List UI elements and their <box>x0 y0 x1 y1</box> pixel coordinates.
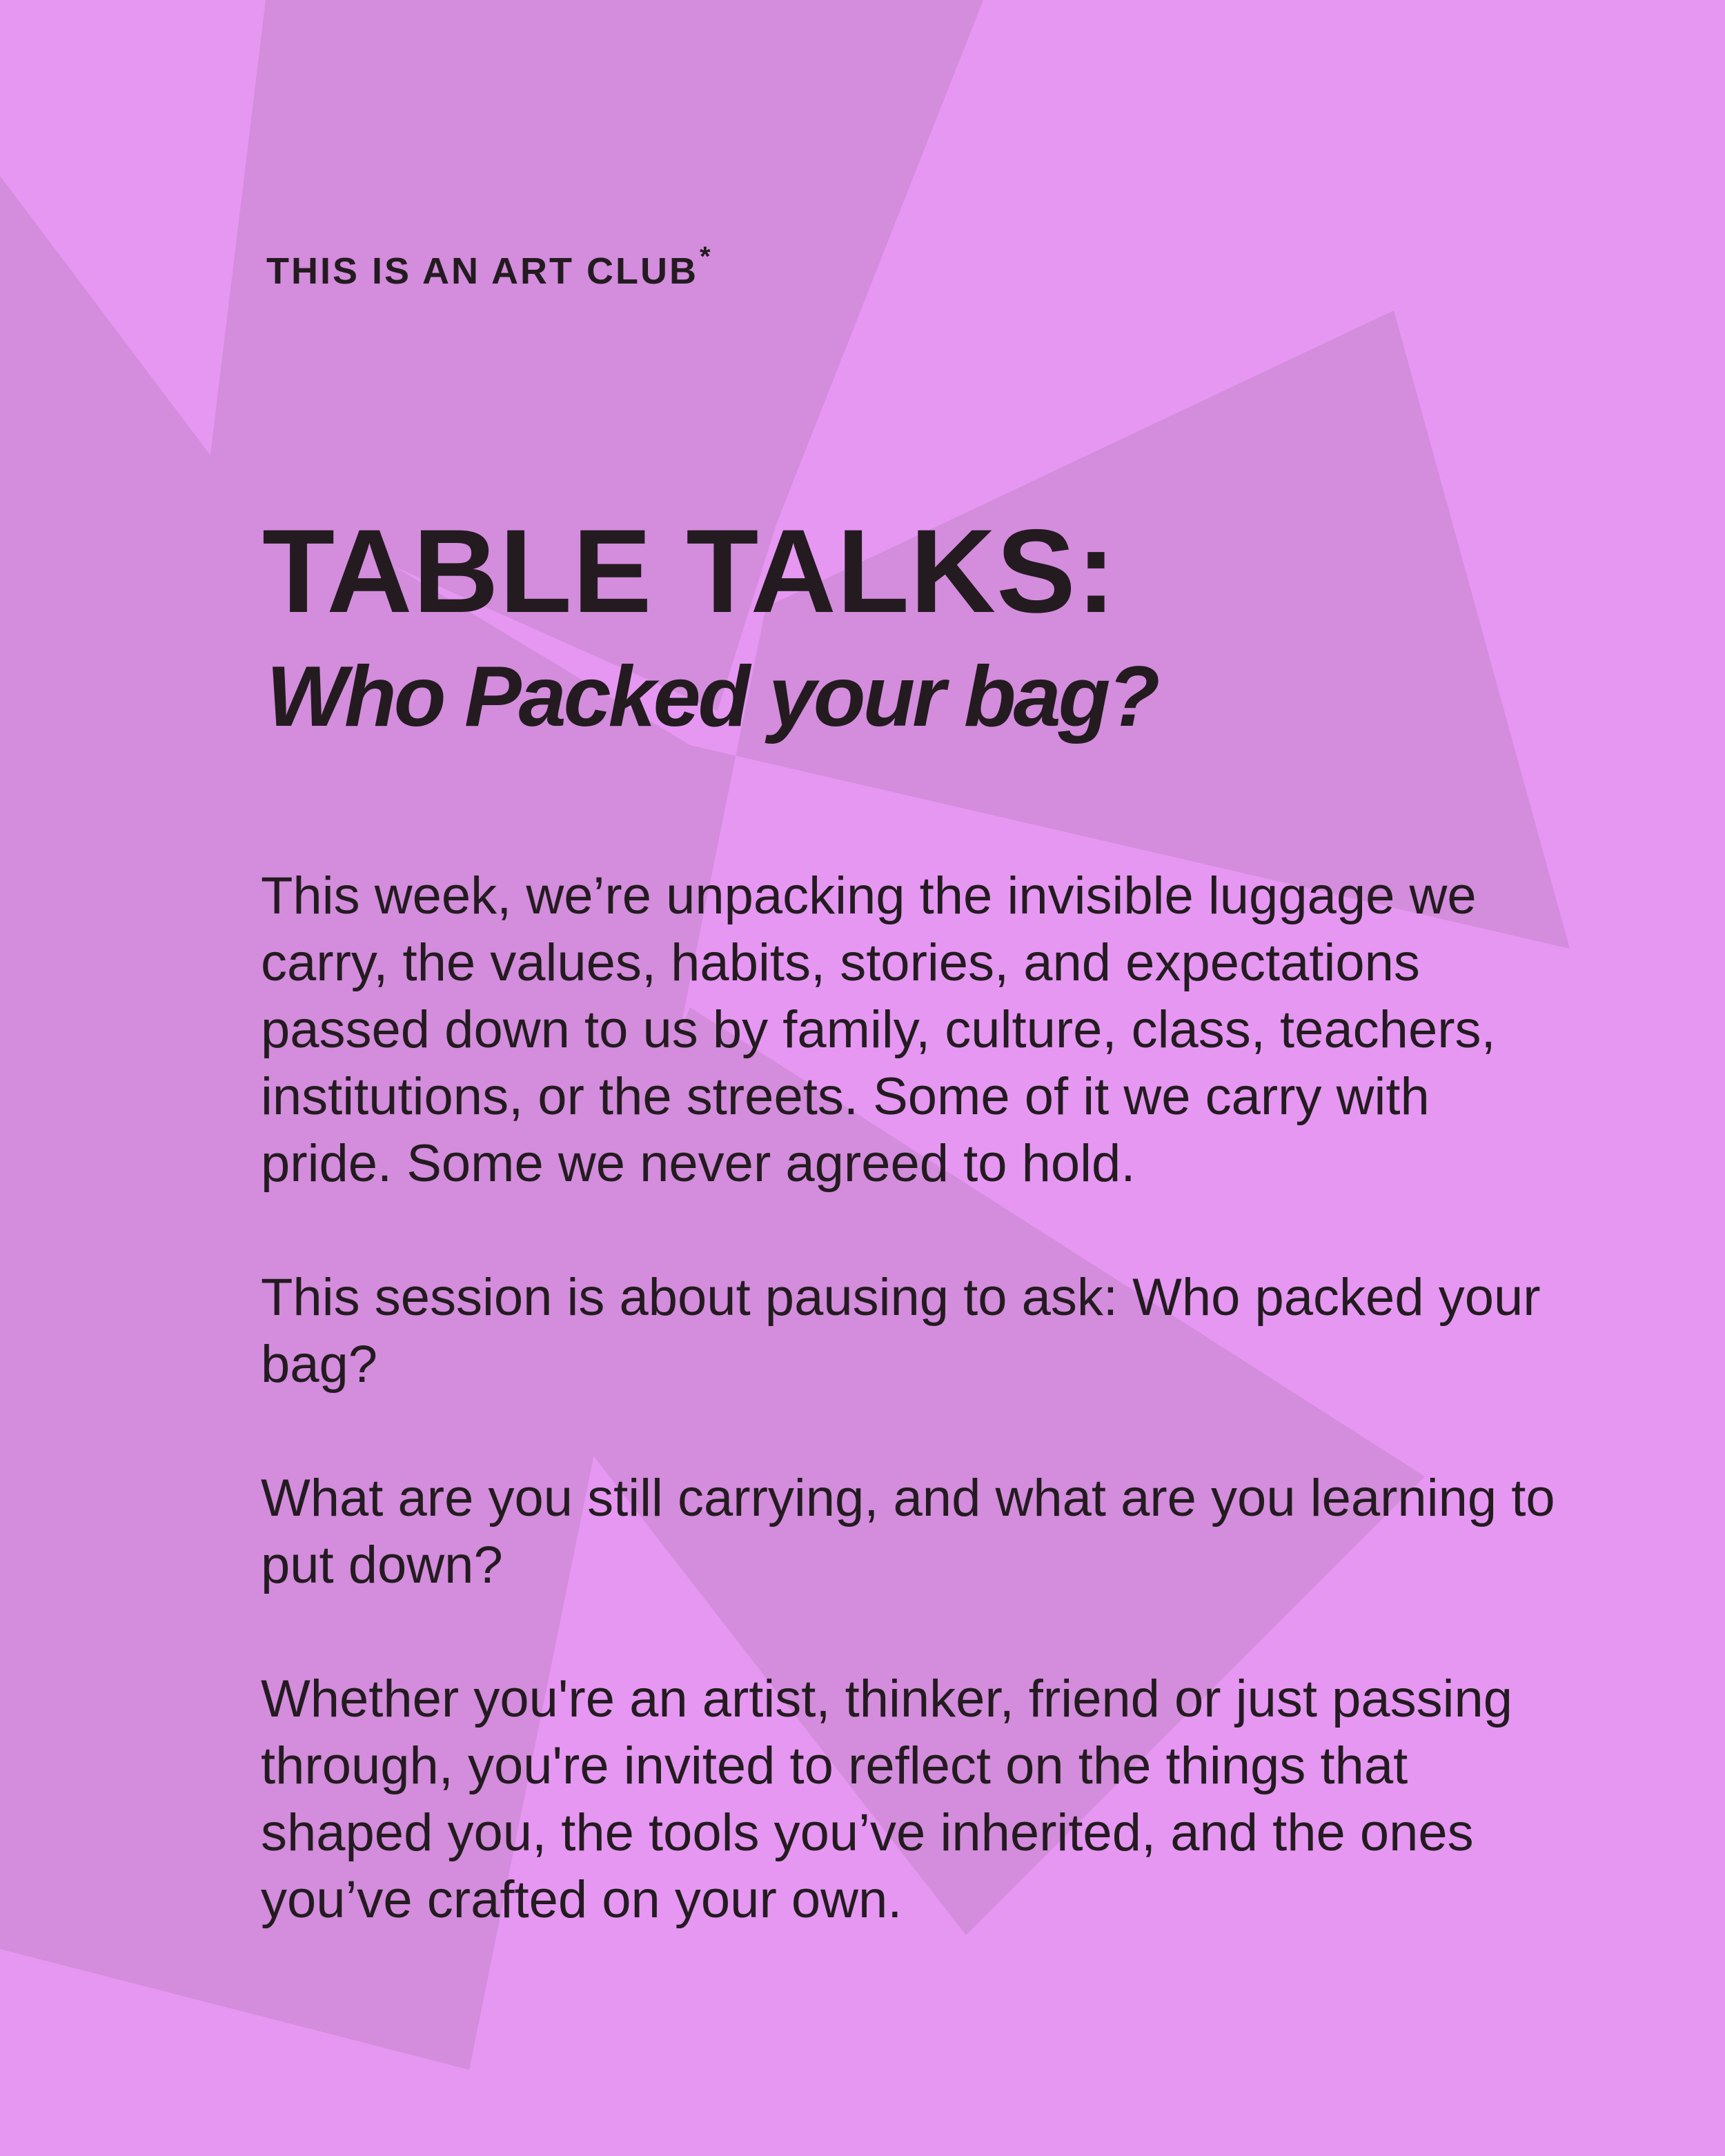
page-subtitle: Who Packed your bag? <box>266 649 1158 744</box>
brand-name: THIS IS AN ART CLUB <box>266 250 698 292</box>
paragraph-session: This session is about pausing to ask: Who packed your bag? <box>261 1268 1541 1394</box>
brand-logo <box>266 241 711 293</box>
description <box>261 862 1565 1933</box>
paragraph-intro: This week, we’re unpacking the invisible luggage we carry, the values, habits, stories, and expectations passed down to us by family, culture, class, teachers, institutions, or the streets. Some of it we carry with pride. Some we never agreed to hold. <box>261 867 1496 1193</box>
paragraph-question: What are you still carrying, and what are you learning to put down? <box>261 1469 1555 1594</box>
page-title: TABLE TALKS: <box>262 505 1117 637</box>
paragraph-invitation: Whether you're an artist, thinker, friend or just passing through, you're invited to reflect on the things that shaped you, the tools you’ve inherited, and the ones you’ve crafted on your own. <box>261 1670 1513 1929</box>
brand-asterisk: * <box>699 241 711 272</box>
